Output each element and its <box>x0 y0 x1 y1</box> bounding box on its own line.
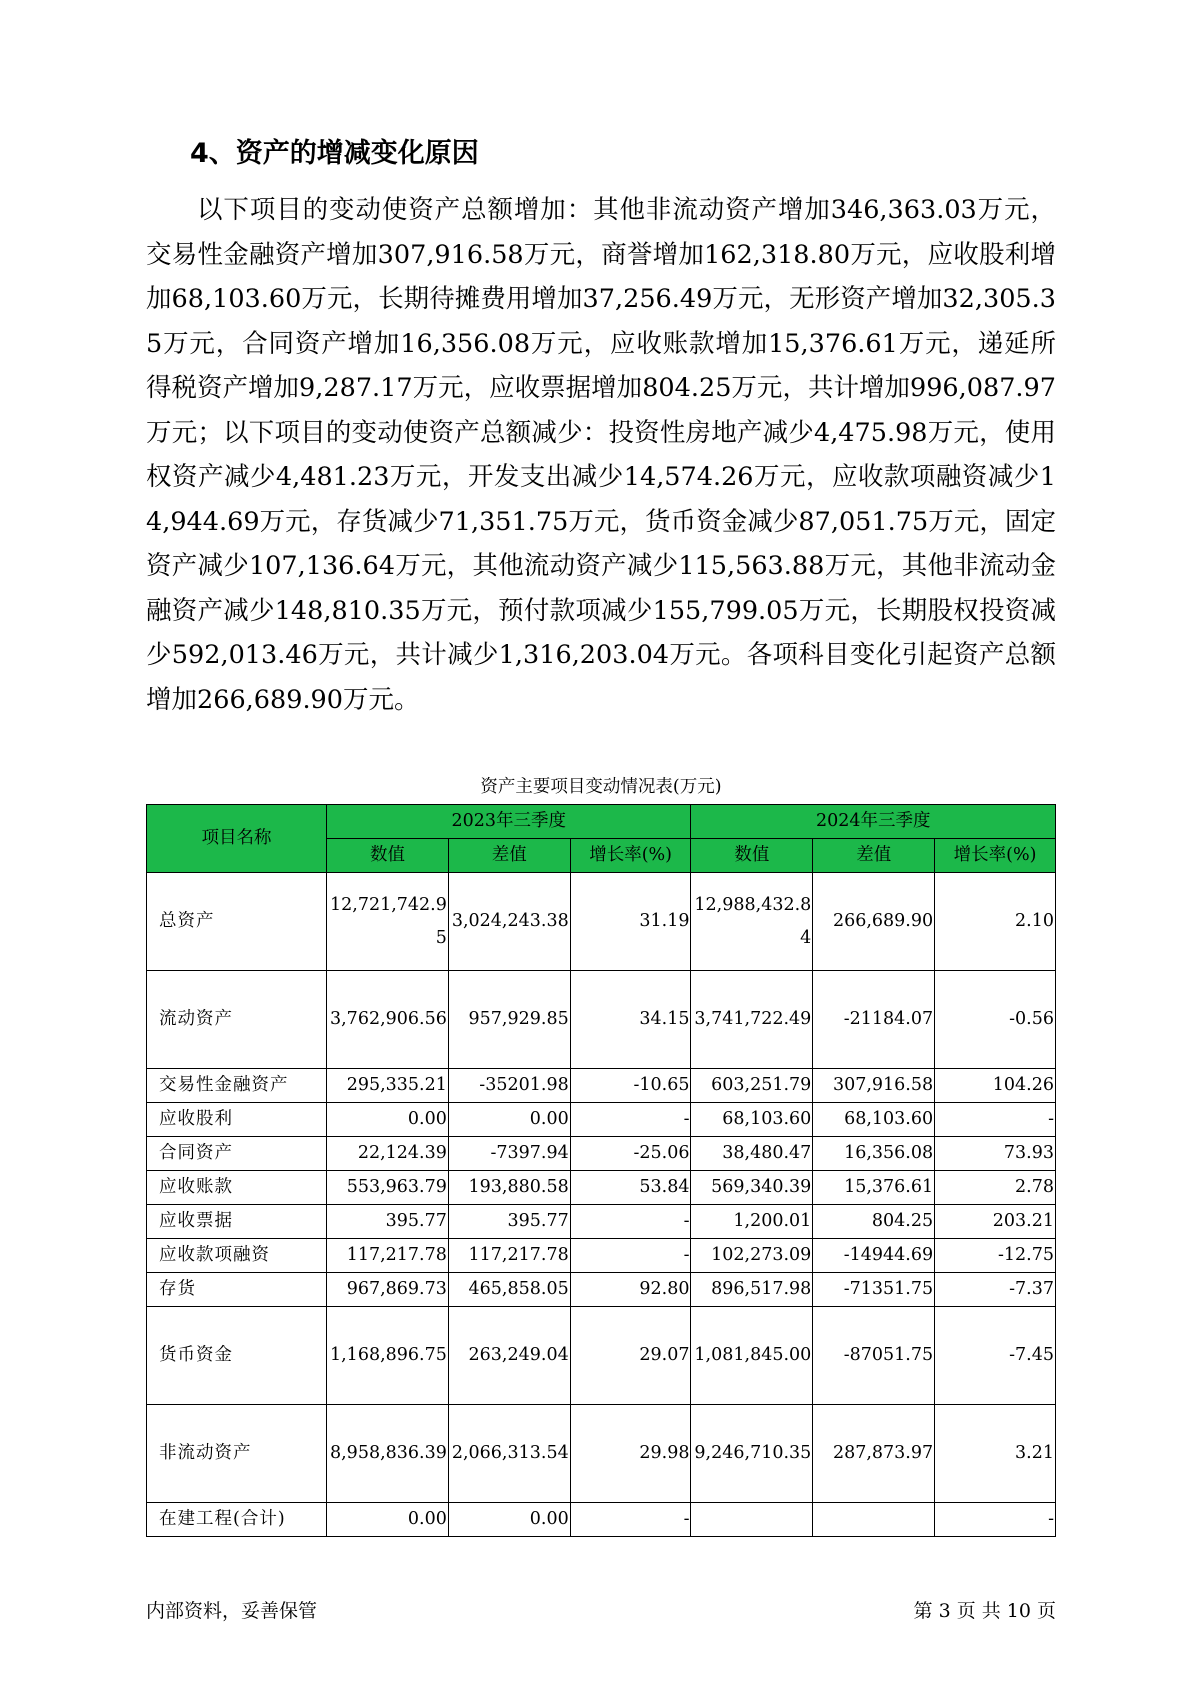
value-2023-cell: 1,168,896.75 <box>327 1307 449 1405</box>
header-growth-2023: 增长率(%) <box>570 839 691 873</box>
diff-2023-cell: 395.77 <box>448 1205 570 1239</box>
diff-2023-cell: 2,066,313.54 <box>448 1405 570 1503</box>
growth-2024-cell: -7.45 <box>935 1307 1056 1405</box>
value-2023-cell: 12,721,742.95 <box>327 873 449 971</box>
table-row <box>147 971 1056 1069</box>
value-2024-cell: 3,741,722.49 <box>691 971 813 1069</box>
row-name-cell: 在建工程(合计) <box>147 1503 327 1537</box>
diff-2023-cell: 3,024,243.38 <box>448 873 570 971</box>
value-2024-cell: 12,988,432.84 <box>691 873 813 971</box>
growth-2023-cell: 31.19 <box>570 873 691 971</box>
growth-2024-cell: 203.21 <box>935 1205 1056 1239</box>
value-2023-cell: 0.00 <box>327 1103 449 1137</box>
diff-2024-cell: 287,873.97 <box>813 1405 935 1503</box>
diff-2023-cell: 0.00 <box>448 1103 570 1137</box>
growth-2023-cell: - <box>570 1205 691 1239</box>
table-row <box>147 873 1056 971</box>
diff-2024-cell: 15,376.61 <box>813 1171 935 1205</box>
table-row <box>147 1273 1056 1307</box>
row-name-cell: 存货 <box>147 1273 327 1307</box>
value-2023-cell: 553,963.79 <box>327 1171 449 1205</box>
value-2023-cell: 0.00 <box>327 1503 449 1537</box>
value-2024-cell: 569,340.39 <box>691 1171 813 1205</box>
value-2024-cell: 102,273.09 <box>691 1239 813 1273</box>
growth-2023-cell: 53.84 <box>570 1171 691 1205</box>
header-diff-2023: 差值 <box>448 839 570 873</box>
growth-2024-cell: 104.26 <box>935 1069 1056 1103</box>
value-2024-cell: 603,251.79 <box>691 1069 813 1103</box>
value-2023-cell: 117,217.78 <box>327 1239 449 1273</box>
growth-2024-cell: 3.21 <box>935 1405 1056 1503</box>
diff-2024-cell: 266,689.90 <box>813 873 935 971</box>
diff-2024-cell: 307,916.58 <box>813 1069 935 1103</box>
row-name-cell: 非流动资产 <box>147 1405 327 1503</box>
diff-2024-cell: -21184.07 <box>813 971 935 1069</box>
row-name-cell: 应收账款 <box>147 1171 327 1205</box>
growth-2024-cell: -12.75 <box>935 1239 1056 1273</box>
growth-2023-cell: -25.06 <box>570 1137 691 1171</box>
growth-2023-cell: -10.65 <box>570 1069 691 1103</box>
diff-2024-cell: -87051.75 <box>813 1307 935 1405</box>
growth-2023-cell: 29.07 <box>570 1307 691 1405</box>
diff-2024-cell <box>813 1503 935 1537</box>
row-name-cell: 合同资产 <box>147 1137 327 1171</box>
table-row <box>147 1137 1056 1171</box>
growth-2024-cell: -0.56 <box>935 971 1056 1069</box>
growth-2024-cell: - <box>935 1503 1056 1537</box>
value-2024-cell: 1,081,845.00 <box>691 1307 813 1405</box>
row-name-cell: 总资产 <box>147 873 327 971</box>
footer-page-number: 第 3 页 共 10 页 <box>913 1600 1056 1622</box>
table-row <box>147 1307 1056 1405</box>
growth-2023-cell: 29.98 <box>570 1405 691 1503</box>
growth-2024-cell: - <box>935 1103 1056 1137</box>
row-name-cell: 应收款项融资 <box>147 1239 327 1273</box>
value-2024-cell: 68,103.60 <box>691 1103 813 1137</box>
table-row <box>147 1503 1056 1537</box>
value-2023-cell: 967,869.73 <box>327 1273 449 1307</box>
table-row <box>147 1239 1056 1273</box>
diff-2023-cell: 465,858.05 <box>448 1273 570 1307</box>
table-body <box>147 873 1056 1537</box>
header-diff-2024: 差值 <box>813 839 935 873</box>
diff-2024-cell: 68,103.60 <box>813 1103 935 1137</box>
diff-2023-cell: 193,880.58 <box>448 1171 570 1205</box>
value-2024-cell: 896,517.98 <box>691 1273 813 1307</box>
header-value-2023: 数值 <box>327 839 449 873</box>
row-name-cell: 应收股利 <box>147 1103 327 1137</box>
header-period-2023: 2023年三季度 <box>327 805 691 839</box>
diff-2023-cell: 117,217.78 <box>448 1239 570 1273</box>
growth-2024-cell: 2.10 <box>935 873 1056 971</box>
section-heading: 4、资产的增减变化原因 <box>190 138 479 169</box>
table-caption: 资产主要项目变动情况表(万元) <box>480 777 722 797</box>
growth-2024-cell: 2.78 <box>935 1171 1056 1205</box>
section-paragraph: 以下项目的变动使资产总额增加：其他非流动资产增加346,363.03万元，交易性金融资产增加307,916.58万元，商誉增加162,318.80万元，应收股利增加68,103.60万元，长期待摊费用增加37,256.49万元，无形资产增加32,305.35万元，合同资产增加16,356.08万元，应收账款增加15,376.61万元，递延所得税资产增加9,287.17万元，应收票据增加804.25万元，共计增加996,087.97万元；以下项目的变动使资产总额减少：投资性房地产减少4,475.98万元，使用权资产减少4,481.23万元，开发支出减少14,574.26万元，应收款项融资减少14,944.69万元，存货减少71,351.75万元，货币资金减少87,051.75万元，固定资产减少107,136.64万元，其他流动资产减少115,563.88万元，其他非流动金融资产减少148,810.35万元，预付款项减少155,799.05万元，长期股权投资减少592,013.46万元，共计减少1,316,203.04万元。各项科目变化引起资产总额增加266,689.90万元。 <box>146 195 1056 715</box>
growth-2023-cell: - <box>570 1503 691 1537</box>
value-2024-cell <box>691 1503 813 1537</box>
growth-2023-cell: 92.80 <box>570 1273 691 1307</box>
diff-2024-cell: 16,356.08 <box>813 1137 935 1171</box>
table-row <box>147 1171 1056 1205</box>
header-growth-2024: 增长率(%) <box>935 839 1056 873</box>
value-2023-cell: 295,335.21 <box>327 1069 449 1103</box>
header-period-2024: 2024年三季度 <box>691 805 1056 839</box>
value-2023-cell: 3,762,906.56 <box>327 971 449 1069</box>
value-2024-cell: 1,200.01 <box>691 1205 813 1239</box>
growth-2024-cell: -7.37 <box>935 1273 1056 1307</box>
growth-2023-cell: 34.15 <box>570 971 691 1069</box>
value-2023-cell: 8,958,836.39 <box>327 1405 449 1503</box>
header-value-2024: 数值 <box>691 839 813 873</box>
diff-2023-cell: 263,249.04 <box>448 1307 570 1405</box>
table-row <box>147 1069 1056 1103</box>
growth-2023-cell: - <box>570 1239 691 1273</box>
table-row <box>147 1405 1056 1503</box>
value-2023-cell: 22,124.39 <box>327 1137 449 1171</box>
row-name-cell: 交易性金融资产 <box>147 1069 327 1103</box>
diff-2023-cell: 0.00 <box>448 1503 570 1537</box>
diff-2024-cell: -14944.69 <box>813 1239 935 1273</box>
growth-2024-cell: 73.93 <box>935 1137 1056 1171</box>
table-row <box>147 1205 1056 1239</box>
diff-2023-cell: -7397.94 <box>448 1137 570 1171</box>
diff-2023-cell: -35201.98 <box>448 1069 570 1103</box>
row-name-cell: 流动资产 <box>147 971 327 1069</box>
header-item-name: 项目名称 <box>147 805 327 873</box>
value-2024-cell: 9,246,710.35 <box>691 1405 813 1503</box>
diff-2023-cell: 957,929.85 <box>448 971 570 1069</box>
row-name-cell: 货币资金 <box>147 1307 327 1405</box>
diff-2024-cell: -71351.75 <box>813 1273 935 1307</box>
footer-confidential-note: 内部资料，妥善保管 <box>146 1600 318 1622</box>
asset-changes-table <box>146 804 1056 1537</box>
table-row <box>147 1103 1056 1137</box>
value-2023-cell: 395.77 <box>327 1205 449 1239</box>
diff-2024-cell: 804.25 <box>813 1205 935 1239</box>
value-2024-cell: 38,480.47 <box>691 1137 813 1171</box>
row-name-cell: 应收票据 <box>147 1205 327 1239</box>
growth-2023-cell: - <box>570 1103 691 1137</box>
